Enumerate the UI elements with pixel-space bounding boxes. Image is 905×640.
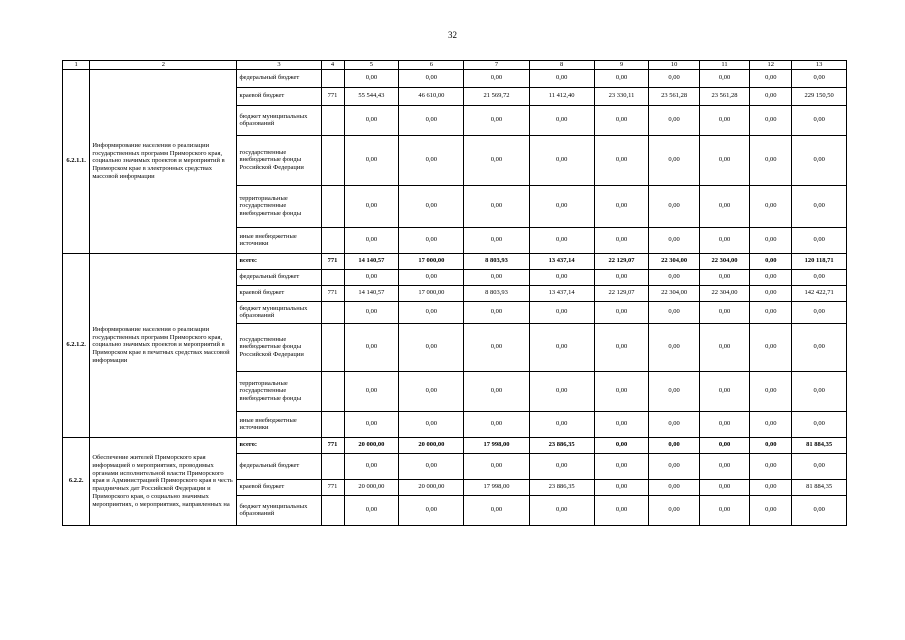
column-number-1: 1 — [63, 61, 90, 70]
funding-source: краевой бюджет — [237, 479, 321, 495]
amount-cell: 0,00 — [750, 495, 792, 525]
table-row — [63, 437, 847, 453]
funding-source: бюджет муниципальных образований — [237, 495, 321, 525]
amount-cell: 22 304,00 — [649, 253, 699, 269]
budget-code: 771 — [321, 479, 344, 495]
funding-source: федеральный бюджет — [237, 453, 321, 479]
amount-cell: 20 000,00 — [344, 479, 399, 495]
column-number-8: 8 — [529, 61, 594, 70]
amount-cell: 0,00 — [344, 135, 399, 185]
budget-code — [321, 185, 344, 227]
amount-cell: 0,00 — [750, 185, 792, 227]
amount-cell: 22 129,07 — [594, 285, 649, 301]
amount-cell: 55 544,43 — [344, 87, 399, 105]
amount-cell: 0,00 — [792, 269, 847, 285]
amount-cell: 0,00 — [792, 185, 847, 227]
budget-code — [321, 453, 344, 479]
amount-cell: 0,00 — [649, 105, 699, 135]
amount-cell: 0,00 — [699, 411, 749, 437]
amount-cell: 0,00 — [699, 479, 749, 495]
table-row — [63, 69, 847, 87]
column-number-12: 12 — [750, 61, 792, 70]
column-number-3: 3 — [237, 61, 321, 70]
column-number-9: 9 — [594, 61, 649, 70]
funding-source: краевой бюджет — [237, 285, 321, 301]
amount-cell: 14 140,57 — [344, 285, 399, 301]
amount-cell: 0,00 — [649, 69, 699, 87]
amount-cell: 0,00 — [699, 135, 749, 185]
amount-cell: 22 304,00 — [699, 285, 749, 301]
amount-cell: 0,00 — [529, 495, 594, 525]
amount-cell: 81 884,35 — [792, 479, 847, 495]
amount-cell: 21 569,72 — [464, 87, 529, 105]
amount-cell: 0,00 — [464, 453, 529, 479]
amount-cell: 0,00 — [529, 185, 594, 227]
amount-cell: 8 803,93 — [464, 285, 529, 301]
amount-cell: 0,00 — [750, 105, 792, 135]
column-number-2: 2 — [90, 61, 237, 70]
amount-cell: 0,00 — [649, 437, 699, 453]
amount-cell: 17 998,00 — [464, 479, 529, 495]
funding-source: федеральный бюджет — [237, 269, 321, 285]
amount-cell: 0,00 — [792, 453, 847, 479]
amount-cell: 0,00 — [464, 69, 529, 87]
amount-cell: 0,00 — [750, 285, 792, 301]
amount-cell: 0,00 — [344, 495, 399, 525]
amount-cell: 0,00 — [594, 479, 649, 495]
amount-cell: 0,00 — [399, 105, 464, 135]
amount-cell: 23 561,28 — [699, 87, 749, 105]
amount-cell: 0,00 — [699, 105, 749, 135]
amount-cell: 229 150,50 — [792, 87, 847, 105]
amount-cell: 0,00 — [399, 135, 464, 185]
amount-cell: 0,00 — [594, 437, 649, 453]
column-number-6: 6 — [399, 61, 464, 70]
amount-cell: 0,00 — [399, 301, 464, 323]
column-number-4: 4 — [321, 61, 344, 70]
amount-cell: 8 803,93 — [464, 253, 529, 269]
amount-cell: 0,00 — [649, 185, 699, 227]
amount-cell: 0,00 — [399, 495, 464, 525]
amount-cell: 0,00 — [649, 301, 699, 323]
amount-cell: 0,00 — [464, 185, 529, 227]
amount-cell: 0,00 — [792, 69, 847, 87]
amount-cell: 0,00 — [594, 371, 649, 411]
amount-cell: 0,00 — [594, 105, 649, 135]
activity-code: 6.2.1.1. — [63, 69, 90, 253]
amount-cell: 0,00 — [464, 495, 529, 525]
amount-cell: 0,00 — [529, 371, 594, 411]
amount-cell: 0,00 — [594, 301, 649, 323]
amount-cell: 0,00 — [594, 453, 649, 479]
amount-cell: 0,00 — [344, 411, 399, 437]
amount-cell: 0,00 — [750, 227, 792, 253]
amount-cell: 0,00 — [529, 227, 594, 253]
amount-cell: 0,00 — [464, 371, 529, 411]
amount-cell: 0,00 — [529, 69, 594, 87]
activity-description: Обеспечение жителей Приморского края информацией о мероприятиях, проводимых органами исполнительной власти Приморского края и Администрацией Приморского края в честь праздничных дат Российской Федерации и Приморского края, о социально значимых мероприятиях, о мероприятиях, направленных на — [90, 437, 237, 525]
amount-cell: 0,00 — [344, 269, 399, 285]
amount-cell: 0,00 — [750, 323, 792, 371]
amount-cell: 22 129,07 — [594, 253, 649, 269]
amount-cell: 0,00 — [649, 227, 699, 253]
amount-cell: 0,00 — [594, 227, 649, 253]
funding-source: краевой бюджет — [237, 87, 321, 105]
funding-source: государственные внебюджетные фонды Российской Федерации — [237, 135, 321, 185]
amount-cell: 0,00 — [464, 135, 529, 185]
funding-source: государственные внебюджетные фонды Российской Федерации — [237, 323, 321, 371]
budget-code — [321, 301, 344, 323]
amount-cell: 0,00 — [750, 301, 792, 323]
amount-cell: 0,00 — [792, 135, 847, 185]
amount-cell: 0,00 — [529, 323, 594, 371]
amount-cell: 0,00 — [464, 269, 529, 285]
amount-cell: 0,00 — [399, 411, 464, 437]
amount-cell: 0,00 — [649, 269, 699, 285]
amount-cell: 0,00 — [750, 371, 792, 411]
amount-cell: 0,00 — [750, 135, 792, 185]
amount-cell: 0,00 — [750, 437, 792, 453]
amount-cell: 0,00 — [344, 105, 399, 135]
amount-cell: 17 000,00 — [399, 285, 464, 301]
amount-cell: 0,00 — [464, 411, 529, 437]
amount-cell: 0,00 — [699, 301, 749, 323]
amount-cell: 20 000,00 — [344, 437, 399, 453]
amount-cell: 23 886,35 — [529, 479, 594, 495]
amount-cell: 0,00 — [399, 371, 464, 411]
amount-cell: 0,00 — [344, 371, 399, 411]
amount-cell: 0,00 — [792, 495, 847, 525]
funding-source: всего: — [237, 437, 321, 453]
amount-cell: 20 000,00 — [399, 479, 464, 495]
activity-description: Информирование населения о реализации государственных программ Приморского края, социально значимых проектов и мероприятий в Приморском крае в электронных средствах массовой информации — [90, 69, 237, 253]
amount-cell: 0,00 — [529, 105, 594, 135]
amount-cell: 0,00 — [594, 269, 649, 285]
amount-cell: 0,00 — [649, 411, 699, 437]
amount-cell: 0,00 — [750, 479, 792, 495]
amount-cell: 0,00 — [344, 301, 399, 323]
amount-cell: 0,00 — [594, 323, 649, 371]
amount-cell: 0,00 — [594, 411, 649, 437]
amount-cell: 0,00 — [399, 227, 464, 253]
amount-cell: 0,00 — [529, 453, 594, 479]
amount-cell: 0,00 — [649, 135, 699, 185]
amount-cell: 23 330,11 — [594, 87, 649, 105]
amount-cell: 0,00 — [464, 301, 529, 323]
amount-cell: 0,00 — [594, 69, 649, 87]
amount-cell: 22 304,00 — [699, 253, 749, 269]
amount-cell: 14 140,57 — [344, 253, 399, 269]
amount-cell: 0,00 — [792, 105, 847, 135]
budget-table — [62, 60, 847, 526]
amount-cell: 0,00 — [649, 479, 699, 495]
amount-cell: 0,00 — [792, 323, 847, 371]
amount-cell: 0,00 — [699, 69, 749, 87]
amount-cell: 81 884,35 — [792, 437, 847, 453]
amount-cell: 0,00 — [344, 69, 399, 87]
budget-code: 771 — [321, 87, 344, 105]
budget-code — [321, 135, 344, 185]
amount-cell: 0,00 — [399, 69, 464, 87]
amount-cell: 0,00 — [699, 269, 749, 285]
amount-cell: 0,00 — [399, 269, 464, 285]
amount-cell: 46 610,00 — [399, 87, 464, 105]
amount-cell: 0,00 — [399, 185, 464, 227]
amount-cell: 0,00 — [699, 185, 749, 227]
amount-cell: 23 886,35 — [529, 437, 594, 453]
funding-source: территориальные государственные внебюджетные фонды — [237, 371, 321, 411]
amount-cell: 0,00 — [594, 495, 649, 525]
amount-cell: 0,00 — [649, 323, 699, 371]
amount-cell: 0,00 — [594, 135, 649, 185]
budget-code — [321, 69, 344, 87]
page-number: 32 — [448, 30, 457, 40]
amount-cell: 0,00 — [464, 105, 529, 135]
amount-cell: 0,00 — [344, 323, 399, 371]
amount-cell: 13 437,14 — [529, 285, 594, 301]
amount-cell: 142 422,71 — [792, 285, 847, 301]
amount-cell: 0,00 — [594, 185, 649, 227]
column-number-5: 5 — [344, 61, 399, 70]
funding-source: федеральный бюджет — [237, 69, 321, 87]
budget-code — [321, 105, 344, 135]
amount-cell: 0,00 — [750, 253, 792, 269]
amount-cell: 0,00 — [399, 323, 464, 371]
budget-code — [321, 495, 344, 525]
amount-cell: 0,00 — [750, 411, 792, 437]
amount-cell: 0,00 — [699, 453, 749, 479]
budget-code — [321, 269, 344, 285]
amount-cell: 0,00 — [649, 495, 699, 525]
amount-cell: 0,00 — [399, 453, 464, 479]
amount-cell: 0,00 — [699, 437, 749, 453]
funding-source: бюджет муниципальных образований — [237, 301, 321, 323]
budget-code — [321, 371, 344, 411]
funding-source: иные внебюджетные источники — [237, 227, 321, 253]
funding-source: бюджет муниципальных образований — [237, 105, 321, 135]
amount-cell: 0,00 — [529, 411, 594, 437]
funding-source: иные внебюджетные источники — [237, 411, 321, 437]
amount-cell: 11 412,40 — [529, 87, 594, 105]
column-number-13: 13 — [792, 61, 847, 70]
amount-cell: 23 561,28 — [649, 87, 699, 105]
amount-cell: 0,00 — [750, 87, 792, 105]
budget-code — [321, 323, 344, 371]
amount-cell: 0,00 — [750, 269, 792, 285]
budget-code — [321, 227, 344, 253]
amount-cell: 17 000,00 — [399, 253, 464, 269]
amount-cell: 0,00 — [792, 411, 847, 437]
amount-cell: 13 437,14 — [529, 253, 594, 269]
budget-code: 771 — [321, 285, 344, 301]
amount-cell: 0,00 — [699, 371, 749, 411]
amount-cell: 0,00 — [699, 323, 749, 371]
budget-code — [321, 411, 344, 437]
table-row — [63, 253, 847, 269]
amount-cell: 0,00 — [464, 323, 529, 371]
budget-code: 771 — [321, 253, 344, 269]
activity-code: 6.2.2. — [63, 437, 90, 525]
amount-cell: 0,00 — [529, 301, 594, 323]
amount-cell: 0,00 — [464, 227, 529, 253]
amount-cell: 0,00 — [699, 227, 749, 253]
amount-cell: 0,00 — [344, 453, 399, 479]
amount-cell: 0,00 — [344, 185, 399, 227]
column-number-11: 11 — [699, 61, 749, 70]
column-number-row — [63, 61, 847, 70]
column-number-10: 10 — [649, 61, 699, 70]
amount-cell: 0,00 — [792, 371, 847, 411]
amount-cell: 0,00 — [792, 301, 847, 323]
amount-cell: 0,00 — [344, 227, 399, 253]
amount-cell: 0,00 — [529, 269, 594, 285]
column-number-7: 7 — [464, 61, 529, 70]
amount-cell: 0,00 — [529, 135, 594, 185]
budget-code: 771 — [321, 437, 344, 453]
funding-source: территориальные государственные внебюджетные фонды — [237, 185, 321, 227]
amount-cell: 0,00 — [649, 453, 699, 479]
amount-cell: 0,00 — [792, 227, 847, 253]
activity-description: Информирование населения о реализации государственных программ Приморского края, социально значимых проектов и мероприятий в Приморском крае в печатных средствах массовой информации — [90, 253, 237, 437]
amount-cell: 17 998,00 — [464, 437, 529, 453]
amount-cell: 22 304,00 — [649, 285, 699, 301]
amount-cell: 0,00 — [649, 371, 699, 411]
amount-cell: 0,00 — [750, 69, 792, 87]
amount-cell: 0,00 — [699, 495, 749, 525]
amount-cell: 120 118,71 — [792, 253, 847, 269]
amount-cell: 20 000,00 — [399, 437, 464, 453]
activity-code: 6.2.1.2. — [63, 253, 90, 437]
funding-source: всего: — [237, 253, 321, 269]
amount-cell: 0,00 — [750, 453, 792, 479]
